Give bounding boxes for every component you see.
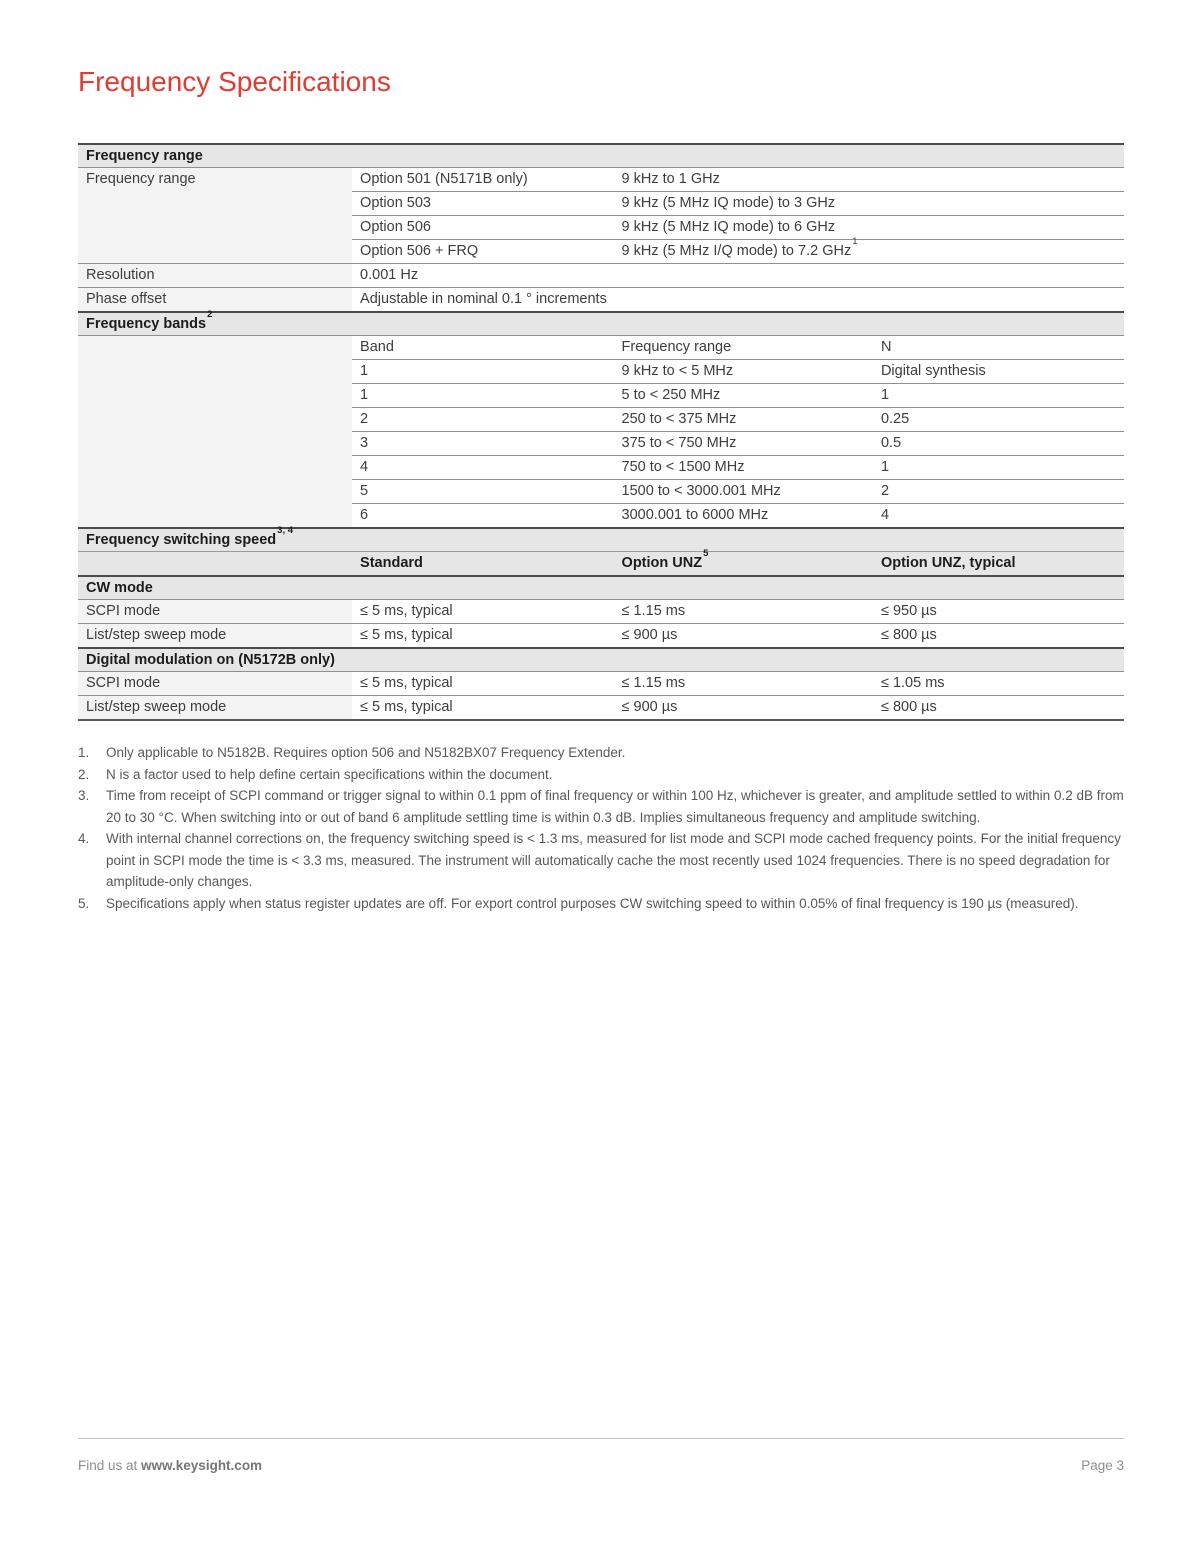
cell-text: List/step sweep mode xyxy=(86,699,227,715)
table-cell xyxy=(873,599,1124,623)
table-cell xyxy=(78,503,352,527)
table-row xyxy=(78,335,1124,359)
cell-text: Standard xyxy=(360,555,423,571)
cell-text: SCPI mode xyxy=(86,603,161,619)
table-row xyxy=(78,599,1124,623)
cell-text: 2 xyxy=(360,411,369,427)
table-cell xyxy=(78,671,352,695)
table-cell xyxy=(78,455,352,479)
table-cell xyxy=(873,431,1124,455)
table-row xyxy=(78,383,1124,407)
footnote-reference: 1 xyxy=(852,236,858,248)
table-cell xyxy=(873,407,1124,431)
table-row xyxy=(78,359,1124,383)
table-cell xyxy=(873,359,1124,383)
table-cell xyxy=(873,552,1124,575)
cell-text: ≤ 800 µs xyxy=(880,699,937,715)
footnote-number: 2. xyxy=(78,766,90,782)
footer-find-us xyxy=(78,1458,262,1473)
footnote-item xyxy=(78,785,1124,828)
cell-text: 5 to < 250 MHz xyxy=(621,387,721,403)
cell-text: Option 506 xyxy=(360,219,431,235)
table-cell xyxy=(352,287,614,311)
table-cell xyxy=(78,407,352,431)
section-header-row xyxy=(78,311,1124,335)
cell-text: 9 kHz (5 MHz IQ mode) to 3 GHz xyxy=(621,195,836,211)
table-cell xyxy=(352,215,614,239)
table-cell xyxy=(614,407,873,431)
table-row xyxy=(78,287,1124,311)
table-cell xyxy=(352,431,614,455)
cell-text: Option UNZ xyxy=(621,555,703,571)
footnote-number: 3. xyxy=(78,788,90,803)
table-cell xyxy=(873,623,1124,647)
cell-text: ≤ 900 µs xyxy=(621,627,678,643)
cell-text: N xyxy=(880,339,892,355)
footnote-number: 5. xyxy=(78,895,90,911)
table-row xyxy=(78,671,1124,695)
cell-text: 9 kHz to 1 GHz xyxy=(621,171,720,187)
section-header-row xyxy=(78,575,1124,599)
cell-text: Frequency switching speed xyxy=(86,532,277,548)
section-header-row xyxy=(78,647,1124,671)
table-cell xyxy=(614,695,873,719)
table-row xyxy=(78,503,1124,527)
footnote-text: With internal channel corrections on, the frequency switching speed is < 1.3 ms, measured for list mode and SCPI mode cached frequency points. For the initial frequency point in SCPI mode the time is < 3.3 ms, measured. The instrument will automatically cache the most recently used 1024 frequencies. There is no speed degradation for amplitude-only changes. xyxy=(106,831,1121,889)
table-cell xyxy=(873,167,1124,191)
section-header-label xyxy=(78,309,213,335)
cell-text: 750 to < 1500 MHz xyxy=(621,459,745,475)
table-cell xyxy=(78,623,352,647)
cell-text: ≤ 1.05 ms xyxy=(880,675,945,691)
cell-text: 4 xyxy=(360,459,369,475)
table-row xyxy=(78,455,1124,479)
table-cell xyxy=(78,263,352,287)
footer-find-us-prefix: Find us at xyxy=(78,1458,142,1473)
table-cell xyxy=(352,167,614,191)
footnote-item xyxy=(78,893,1124,915)
table-cell xyxy=(873,263,1124,287)
table-cell xyxy=(614,287,873,311)
section-header-label xyxy=(78,145,203,167)
table-cell xyxy=(352,552,614,575)
cell-text: CW mode xyxy=(86,580,153,596)
footnote-number: 1. xyxy=(78,745,90,760)
cell-text: 5 xyxy=(360,483,369,499)
table-row xyxy=(78,479,1124,503)
table-cell xyxy=(873,287,1124,311)
cell-text: 250 to < 375 MHz xyxy=(621,411,737,427)
cell-text: 9 kHz (5 MHz I/Q mode) to 7.2 GHz xyxy=(621,243,852,259)
table-cell xyxy=(78,431,352,455)
table-cell xyxy=(78,383,352,407)
table-cell xyxy=(352,191,614,215)
cell-text: SCPI mode xyxy=(86,675,161,691)
cell-text: ≤ 5 ms, typical xyxy=(360,603,453,619)
table-cell xyxy=(614,263,873,287)
cell-text: 6 xyxy=(360,507,369,523)
footnote-reference: 3, 4 xyxy=(277,525,294,537)
table-cell xyxy=(352,407,614,431)
cell-text: Option 503 xyxy=(360,195,431,211)
footnote-text: Time from receipt of SCPI command or trigger signal to within 0.1 ppm of final frequency or within 100 Hz, whichever is greater, and amplitude settled to within 0.2 dB from 20 to 30 °C. When switching into or out of band 6 amplitude settling time is within 0.3 dB. Implies simultaneous frequency and amplitude switching. xyxy=(106,788,1124,825)
cell-text: ≤ 5 ms, typical xyxy=(360,675,453,691)
footnote-text: Only applicable to N5182B. Requires option 506 and N5182BX07 Frequency Extender. xyxy=(106,745,626,760)
table-cell xyxy=(614,479,873,503)
section-header-row xyxy=(78,527,1124,551)
cell-text: ≤ 5 ms, typical xyxy=(360,699,453,715)
table-cell xyxy=(78,287,352,311)
footer-website-link[interactable]: www.keysight.com xyxy=(141,1458,263,1473)
table-cell xyxy=(352,359,614,383)
cell-text: ≤ 1.15 ms xyxy=(621,603,686,619)
table-cell xyxy=(352,599,614,623)
table-cell xyxy=(78,191,352,215)
cell-text: Option 501 (N5171B only) xyxy=(360,171,528,187)
footnote-number: 4. xyxy=(78,831,90,846)
table-cell xyxy=(352,455,614,479)
cell-text: Option 506 + FRQ xyxy=(360,243,479,259)
footnotes-list xyxy=(78,742,1124,914)
cell-text: Phase offset xyxy=(86,291,167,307)
table-row xyxy=(78,695,1124,719)
table-row xyxy=(78,236,1124,263)
cell-text: Adjustable in nominal 0.1 ° increments xyxy=(360,291,607,307)
cell-text: Frequency range xyxy=(86,171,196,187)
footer-page-number: Page 3 xyxy=(1081,1458,1124,1473)
cell-text: ≤ 950 µs xyxy=(880,603,937,619)
table-cell xyxy=(78,239,352,263)
cell-text: Frequency bands xyxy=(86,316,207,332)
cell-text: 1 xyxy=(360,363,369,379)
cell-text: 9 kHz (5 MHz IQ mode) to 6 GHz xyxy=(621,219,836,235)
table-cell xyxy=(78,552,352,575)
table-row xyxy=(78,548,1124,575)
table-cell xyxy=(614,623,873,647)
table-cell xyxy=(352,695,614,719)
cell-text: 3 xyxy=(360,435,369,451)
table-cell xyxy=(78,479,352,503)
table-cell xyxy=(78,599,352,623)
table-cell xyxy=(873,215,1124,239)
cell-text: 1 xyxy=(880,459,890,475)
cell-text: 2 xyxy=(880,483,890,499)
cell-text: 0.001 Hz xyxy=(360,267,419,283)
table-cell xyxy=(873,671,1124,695)
page-footer xyxy=(78,1438,1124,1473)
footnote-item xyxy=(78,742,1124,764)
table-cell xyxy=(614,236,873,263)
table-row xyxy=(78,167,1124,191)
table-cell xyxy=(614,383,873,407)
table-cell xyxy=(614,335,873,359)
table-cell xyxy=(873,191,1124,215)
table-row xyxy=(78,407,1124,431)
footnote-reference: 2 xyxy=(207,309,213,321)
table-cell xyxy=(614,191,873,215)
table-cell xyxy=(873,503,1124,527)
table-cell xyxy=(873,695,1124,719)
section-header-row xyxy=(78,143,1124,167)
table-cell xyxy=(873,479,1124,503)
table-cell xyxy=(614,359,873,383)
section-header-label xyxy=(78,577,153,599)
table-row xyxy=(78,431,1124,455)
footnote-text: N is a factor used to help define certain specifications within the document. xyxy=(106,766,553,782)
table-cell xyxy=(614,431,873,455)
table-cell xyxy=(78,359,352,383)
table-cell xyxy=(614,455,873,479)
cell-text: 375 to < 750 MHz xyxy=(621,435,737,451)
table-cell xyxy=(78,695,352,719)
footnote-reference: 5 xyxy=(703,548,709,560)
table-cell xyxy=(78,335,352,359)
cell-text: 9 kHz to < 5 MHz xyxy=(621,363,734,379)
table-row xyxy=(78,263,1124,287)
cell-text: Frequency range xyxy=(86,148,203,164)
table-cell xyxy=(873,335,1124,359)
frequency-specifications-table xyxy=(78,143,1124,721)
table-cell xyxy=(614,503,873,527)
page-title: Frequency Specifications xyxy=(78,66,391,97)
cell-text: 4 xyxy=(880,507,890,523)
cell-text: Resolution xyxy=(86,267,155,283)
cell-text: 0.25 xyxy=(880,411,910,427)
cell-text: ≤ 800 µs xyxy=(880,627,937,643)
cell-text: Band xyxy=(360,339,394,355)
cell-text: 1 xyxy=(880,387,890,403)
table-cell xyxy=(352,479,614,503)
footnote-item xyxy=(78,764,1124,786)
table-cell xyxy=(352,383,614,407)
section-header-label xyxy=(78,649,335,671)
cell-text: ≤ 1.15 ms xyxy=(621,675,686,691)
table-row xyxy=(78,191,1124,215)
cell-text: 1 xyxy=(360,387,369,403)
cell-text: ≤ 900 µs xyxy=(621,699,678,715)
table-cell xyxy=(614,599,873,623)
cell-text: 3000.001 to 6000 MHz xyxy=(621,507,769,523)
cell-text: 1500 to < 3000.001 MHz xyxy=(621,483,781,499)
cell-text: List/step sweep mode xyxy=(86,627,227,643)
cell-text: Frequency range xyxy=(621,339,732,355)
table-cell xyxy=(352,671,614,695)
cell-text: ≤ 5 ms, typical xyxy=(360,627,453,643)
table-row xyxy=(78,623,1124,647)
footnote-text: Specifications apply when status register updates are off. For export control purposes CW switching speed to within 0.05% of final frequency is 190 µs (measured). xyxy=(106,895,1079,911)
table-cell xyxy=(614,671,873,695)
footnote-item xyxy=(78,828,1124,893)
cell-text: 0.5 xyxy=(880,435,902,451)
table-cell xyxy=(352,263,614,287)
cell-text: Option UNZ, typical xyxy=(880,555,1016,571)
table-cell xyxy=(614,548,873,575)
table-cell xyxy=(352,335,614,359)
table-cell xyxy=(873,239,1124,263)
table-cell xyxy=(352,623,614,647)
cell-text: Digital synthesis xyxy=(880,363,986,379)
table-row xyxy=(78,215,1124,239)
table-cell xyxy=(873,383,1124,407)
table-cell xyxy=(352,503,614,527)
cell-text: Digital modulation on (N5172B only) xyxy=(86,652,335,668)
table-cell xyxy=(78,167,352,191)
table-cell xyxy=(78,215,352,239)
table-cell xyxy=(614,215,873,239)
table-cell xyxy=(614,167,873,191)
page-content xyxy=(78,0,1124,914)
table-cell xyxy=(352,239,614,263)
section-header-label xyxy=(78,525,294,551)
table-cell xyxy=(873,455,1124,479)
